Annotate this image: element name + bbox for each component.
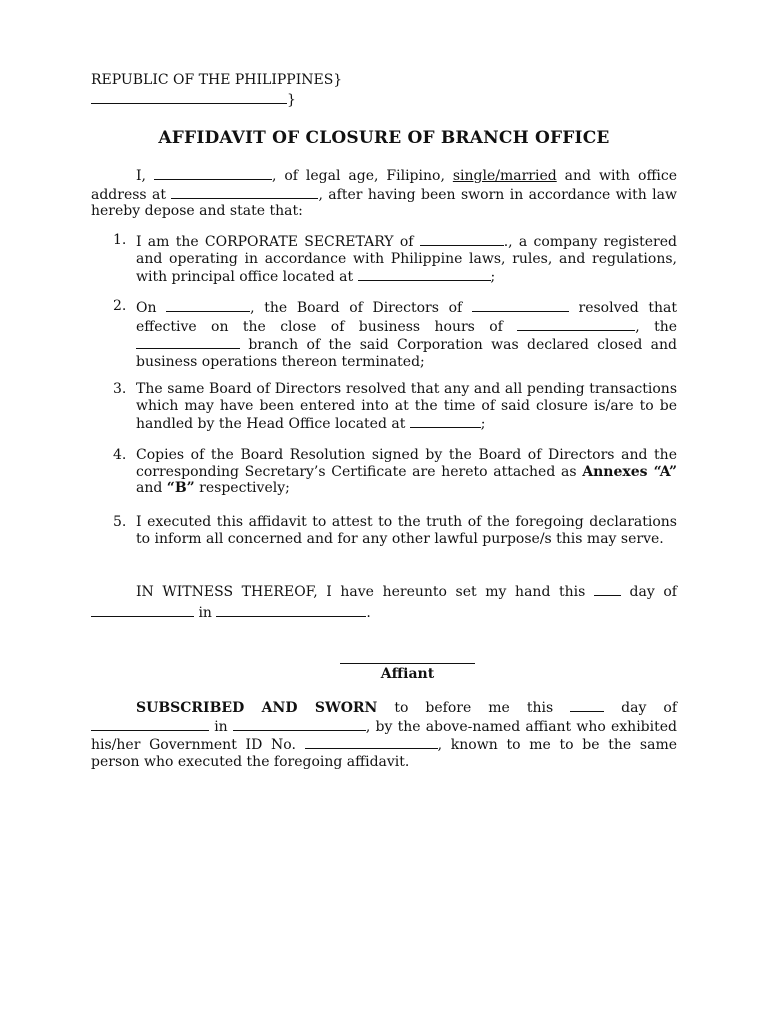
jurat-text: to before me this bbox=[377, 700, 571, 716]
item-text-part: resolved that effective on the close of business hours of bbox=[136, 300, 677, 335]
corporation-blank bbox=[472, 298, 569, 312]
item-number: 1. bbox=[113, 232, 127, 248]
item-text-part: ., a company registered and operating in accordance with Philippine laws, rules, and regulations, with principal office located at bbox=[136, 234, 677, 286]
witness-line-1 bbox=[91, 582, 677, 601]
witness-month-blank bbox=[91, 603, 194, 617]
jurat-text: day of bbox=[604, 700, 677, 716]
head-office-blank bbox=[410, 414, 481, 428]
venue-header bbox=[91, 72, 511, 108]
item-text-part: ; bbox=[490, 269, 496, 286]
affiant-label: Affiant bbox=[380, 666, 435, 682]
item-text-part: The same Board of Directors resolved that any and all pending transactions which may have been entered into at the time of said closure is/are to be handled by the Head Office located at bbox=[136, 381, 677, 433]
item-number: 3. bbox=[113, 381, 127, 397]
affiant-name-blank bbox=[154, 166, 272, 180]
item-text: I executed this affidavit to attest to the truth of the foregoing declarations to inform all concerned and for any other lawful purpose/s this may serve. bbox=[136, 514, 677, 547]
company-name-blank bbox=[420, 232, 504, 246]
item-text bbox=[136, 447, 677, 497]
item-text-part: and bbox=[136, 480, 167, 497]
intro-text-1: I, bbox=[136, 168, 154, 184]
office-address-blank bbox=[171, 185, 318, 199]
item-text-part: , the Board of Directors of bbox=[250, 300, 472, 316]
item-text-part: respectively; bbox=[194, 480, 290, 497]
document-title: AFFIDAVIT OF CLOSURE OF BRANCH OFFICE bbox=[158, 128, 610, 148]
affiant-signature-line bbox=[340, 663, 475, 664]
venue-line-country: REPUBLIC OF THE PHILIPPINES} bbox=[91, 72, 343, 88]
venue-brace: } bbox=[287, 92, 296, 108]
item-text-part: I am the CORPORATE SECRETARY of bbox=[136, 234, 420, 250]
intro-text-3: and with office address at bbox=[91, 168, 677, 203]
jurat-paragraph bbox=[91, 698, 677, 770]
venue-blank-line bbox=[91, 90, 287, 104]
item-number: 4. bbox=[113, 447, 127, 463]
date-blank bbox=[166, 298, 250, 312]
witness-paragraph bbox=[91, 582, 677, 621]
annex-a-label: Annexes “A” bbox=[582, 463, 677, 480]
item-text bbox=[136, 298, 677, 370]
jurat-month-blank bbox=[91, 717, 209, 731]
item-number: 2. bbox=[113, 298, 127, 314]
jurat-text: , known to me to be the same person who executed the foregoing affidavit. bbox=[91, 737, 678, 770]
jurat-heading: SUBSCRIBED AND SWORN bbox=[136, 700, 378, 716]
jurat-place-blank bbox=[233, 717, 366, 731]
item-number: 5. bbox=[113, 514, 127, 530]
branch-blank bbox=[136, 335, 240, 349]
item-text-part: branch of the said Corporation was declared closed and business operations thereon terminated; bbox=[136, 337, 677, 370]
intro-text-2: , of legal age, Filipino, bbox=[271, 168, 453, 184]
government-id-blank bbox=[305, 735, 438, 749]
witness-day-blank bbox=[594, 582, 621, 596]
venue-line-blank bbox=[91, 90, 511, 108]
closure-date-blank bbox=[517, 317, 635, 331]
principal-office-blank bbox=[358, 267, 491, 281]
item-text-part: ; bbox=[480, 416, 486, 433]
witness-text: in bbox=[194, 604, 217, 621]
jurat-day-blank bbox=[570, 698, 604, 712]
annex-b-label: “B” bbox=[166, 480, 195, 497]
witness-line-2 bbox=[91, 603, 677, 622]
intro-paragraph bbox=[91, 166, 677, 220]
jurat-text: in bbox=[209, 718, 233, 735]
witness-text: . bbox=[366, 604, 371, 621]
witness-place-blank bbox=[216, 603, 366, 617]
witness-text: day of bbox=[620, 584, 677, 600]
item-text-part: Copies of the Board Resolution signed by the Board of Directors and the corresponding Secretary’s Certificate are hereto attached as bbox=[136, 447, 677, 480]
intro-text-4: , after having been sworn in accordance with law hereby depose and state that: bbox=[91, 186, 677, 220]
item-text bbox=[136, 381, 677, 433]
item-text bbox=[136, 232, 677, 286]
jurat-text: , by the above-named affiant who exhibited his/her Government ID No. bbox=[91, 718, 677, 754]
item-text-part: , the bbox=[635, 318, 678, 335]
civil-status-text: single/married bbox=[452, 168, 557, 184]
witness-text: IN WITNESS THEREOF, I have hereunto set my hand this bbox=[136, 584, 594, 600]
item-text-part: On bbox=[136, 300, 167, 316]
